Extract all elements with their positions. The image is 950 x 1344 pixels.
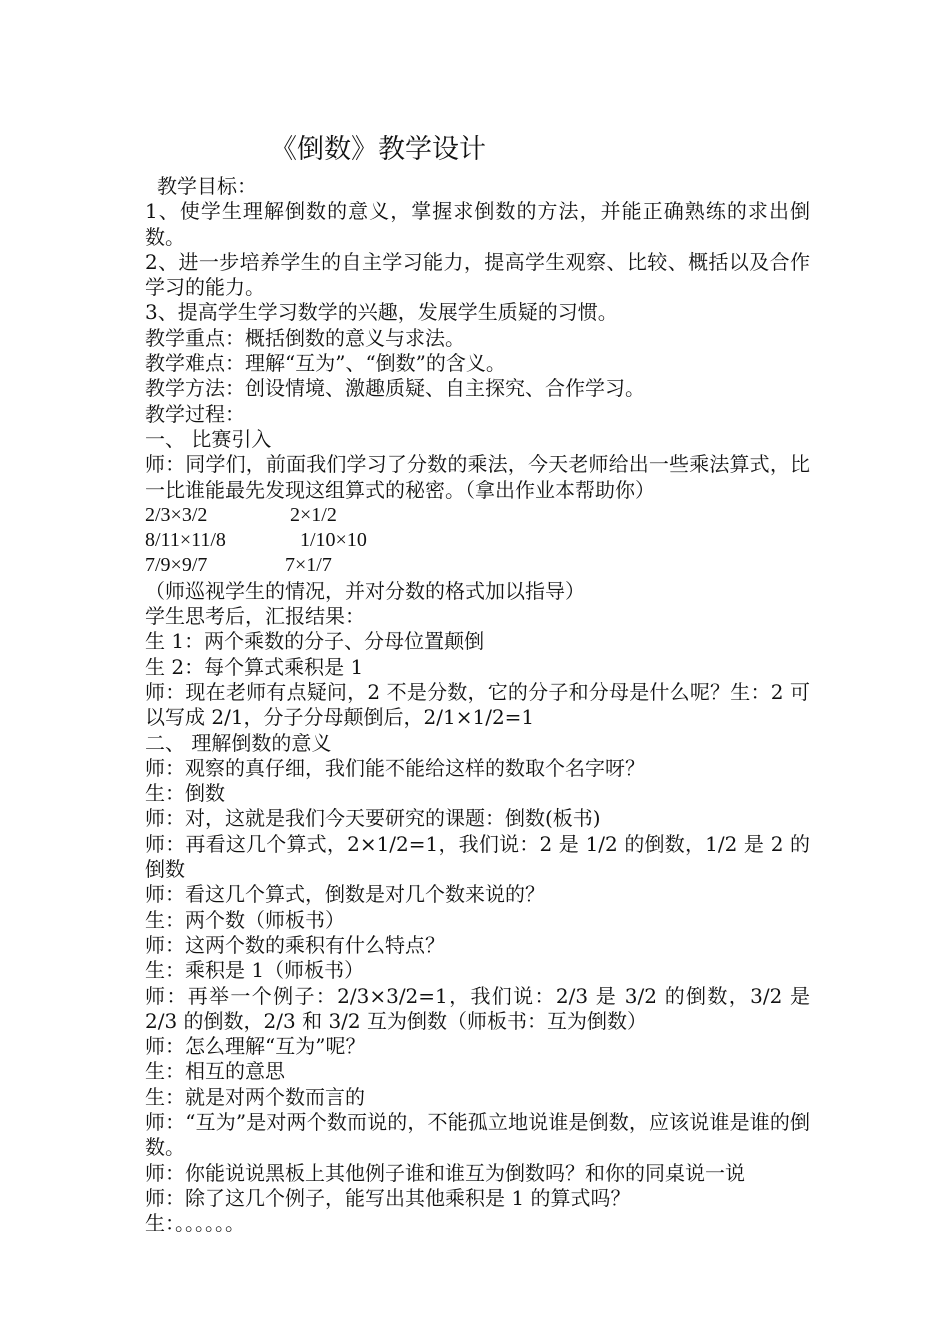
paragraph: 生：两个数（师板书） bbox=[145, 907, 345, 932]
paragraph: 师：同学们，前面我们学习了分数的乘法，今天老师给出一些乘法算式，比一比谁能最先发现这组算式的秘密。（拿出作业本帮助你） bbox=[145, 452, 810, 502]
paragraph: 师：观察的真仔细，我们能不能给这样的数取个名字呀？ bbox=[145, 755, 645, 780]
paragraph: 师：你能说说黑板上其他例子谁和谁互为倒数吗？和你的同桌说一说 bbox=[145, 1160, 745, 1185]
process-heading: 教学过程： bbox=[145, 401, 245, 426]
section-heading-2: 二、 理解倒数的意义 bbox=[145, 730, 332, 755]
goal-2: 2、进一步培养学生的自主学习能力，提高学生观察、比较、概括以及合作学习的能力。 bbox=[145, 249, 810, 300]
goal-3: 3、提高学生学习数学的兴趣，发展学生质疑的习惯。 bbox=[145, 300, 618, 325]
goal-1: 1、使学生理解倒数的意义，掌握求倒数的方法，并能正确熟练的求出倒数。 bbox=[145, 199, 810, 249]
paragraph: 师：除了这几个例子，能写出其他乘积是 1 的算式吗？ bbox=[145, 1185, 631, 1210]
paragraph: （师巡视学生的情况，并对分数的格式加以指导） bbox=[145, 578, 585, 603]
expression: 2/3×3/2 bbox=[145, 503, 208, 526]
document-title: 《倒数》教学设计 bbox=[270, 134, 486, 165]
paragraph: 师：“互为”是对两个数而说的，不能孤立地说谁是倒数，应该说谁是谁的倒数。 bbox=[145, 1109, 810, 1160]
paragraph: 师：再举一个例子：2/3×3/2=1，我们说：2/3 是 3/2 的倒数，3/2 是 2/3 的倒数，2/3 和 3/2 互为倒数（师板书：互为倒数） bbox=[145, 983, 810, 1033]
section-heading-1: 一、 比赛引入 bbox=[145, 426, 272, 451]
expression-row bbox=[145, 528, 810, 553]
paragraph: 生 2：每个算式乘积是 1 bbox=[145, 654, 364, 679]
paragraph: 生：倒数 bbox=[145, 781, 225, 806]
paragraph: 师：再看这几个算式，2×1/2=1，我们说：2 是 1/2 的倒数，1/2 是 2 的倒数 bbox=[145, 831, 810, 882]
paragraph: 师：看这几个算式，倒数是对几个数来说的？ bbox=[145, 882, 545, 907]
teaching-method: 教学方法：创设情境、激趣质疑、自主探究、合作学习。 bbox=[145, 376, 645, 401]
expression: 2×1/2 bbox=[290, 503, 337, 526]
document-body bbox=[145, 174, 810, 1236]
paragraph: 生：乘积是 1（师板书） bbox=[145, 958, 365, 983]
paragraph: 生：就是对两个数而言的 bbox=[145, 1084, 365, 1109]
expression: 7×1/7 bbox=[285, 554, 332, 577]
expression-row bbox=[145, 553, 810, 578]
key-point: 教学重点：概括倒数的意义与求法。 bbox=[145, 325, 465, 350]
paragraph: 师：现在老师有点疑问，2 不是分数，它的分子和分母是什么呢？生：2 可以写成 2/1，分子分母颠倒后，2/1×1/2=1 bbox=[145, 679, 810, 730]
paragraph: 生 1：两个乘数的分子、分母位置颠倒 bbox=[145, 629, 485, 654]
paragraph: 生：相互的意思 bbox=[145, 1059, 285, 1084]
goals-heading: 教学目标： bbox=[157, 174, 257, 198]
paragraph: 师：这两个数的乘积有什么特点？ bbox=[145, 932, 445, 957]
paragraph: 师：对，这就是我们今天要研究的课题：倒数(板书) bbox=[145, 806, 601, 831]
paragraph: 学生思考后，汇报结果： bbox=[145, 604, 365, 629]
paragraph: 生：。。。。。。 bbox=[145, 1211, 245, 1236]
expression-row bbox=[145, 503, 810, 528]
expression: 1/10×10 bbox=[300, 529, 367, 552]
expression: 8/11×11/8 bbox=[145, 529, 226, 552]
difficulty: 教学难点：理解“互为”、“倒数”的含义。 bbox=[145, 351, 506, 376]
paragraph: 师：怎么理解“互为”呢？ bbox=[145, 1034, 366, 1059]
expression: 7/9×9/7 bbox=[145, 554, 208, 577]
